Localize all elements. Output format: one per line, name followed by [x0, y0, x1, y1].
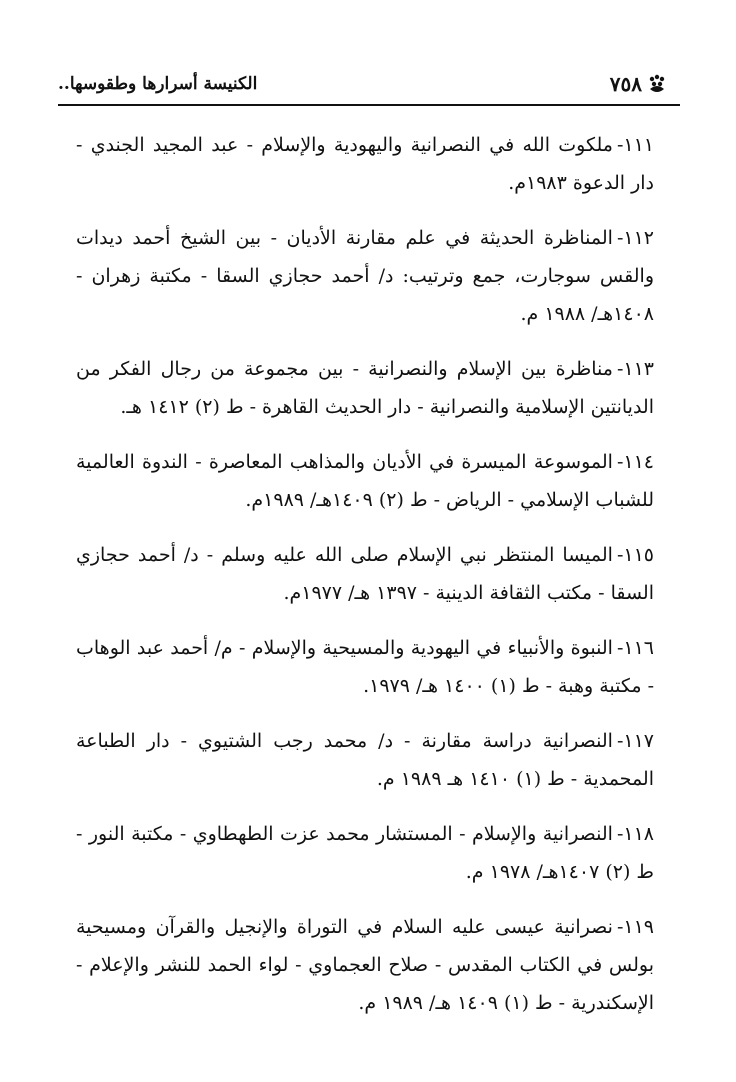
- list-item: [76, 219, 654, 333]
- page-header: [58, 72, 668, 102]
- entry-number: ١١١-: [616, 134, 654, 156]
- entry-number: ١١٦-: [616, 637, 654, 659]
- entry-number: ١١٣-: [616, 358, 654, 380]
- entry-text: نصرانية عيسى عليه السلام في التوراة والإنجيل والقرآن ومسيحية بولس في الكتاب المقدس - صلاح العجماوي - لواء الحمد للنشر والإعلام - الإسكندرية - ط (١) ١٤٠٩ هـ/ ١٩٨٩ م.: [76, 916, 654, 1014]
- entry-number: ١١٤-: [616, 451, 654, 473]
- list-item: [76, 722, 654, 798]
- ornament-icon: [646, 73, 668, 95]
- list-item: [76, 126, 654, 202]
- list-item: [76, 443, 654, 519]
- page-number: ٧٥٨: [609, 72, 642, 96]
- entry-number: ١١٢-: [616, 227, 654, 249]
- list-item: [76, 815, 654, 891]
- header-divider: [58, 104, 680, 106]
- entry-number: ١١٧-: [616, 730, 654, 752]
- page-number-block: [610, 72, 668, 96]
- entry-number: ١١٨-: [616, 823, 654, 845]
- list-item: [76, 350, 654, 426]
- list-item: [76, 629, 654, 705]
- entry-number: ١١٥-: [616, 544, 654, 566]
- running-title: الكنيسة أسرارها وطقوسها..: [58, 74, 258, 94]
- entry-text: مناظرة بين الإسلام والنصرانية - بين مجموعة من رجال الفكر من الديانتين الإسلامية والنصرانية - دار الحديث القاهرة - ط (٢) ١٤١٢ هـ.: [76, 358, 654, 418]
- entry-text: المناظرة الحديثة في علم مقارنة الأديان - بين الشيخ أحمد ديدات والقس سوجارت، جمع وترتيب: د/ أحمد حجازي السقا - مكتبة زهران - ١٤٠٨هـ/ ١٩٨٨ م.: [76, 227, 654, 325]
- entry-text: الميسا المنتظر نبي الإسلام صلى الله عليه وسلم - د/ أحمد حجازي السقا - مكتب الثقافة الدينية - ١٣٩٧ هـ/ ١٩٧٧م.: [76, 544, 654, 604]
- bibliography-list: [76, 126, 654, 1039]
- entry-number: ١١٩-: [616, 916, 654, 938]
- list-item: [76, 908, 654, 1022]
- entry-text: النصرانية دراسة مقارنة - د/ محمد رجب الشتيوي - دار الطباعة المحمدية - ط (١) ١٤١٠ هـ ١٩٨٩ م.: [76, 730, 654, 790]
- list-item: [76, 536, 654, 612]
- entry-text: الموسوعة الميسرة في الأديان والمذاهب المعاصرة - الندوة العالمية للشباب الإسلامي - الرياض - ط (٢) ١٤٠٩هـ/ ١٩٨٩م.: [76, 451, 654, 511]
- entry-text: النبوة والأنبياء في اليهودية والمسيحية والإسلام - م/ أحمد عبد الوهاب - مكتبة وهبة - ط (١) ١٤٠٠ هـ/ ١٩٧٩.: [76, 637, 654, 697]
- entry-text: ملكوت الله في النصرانية واليهودية والإسلام - عبد المجيد الجندي - دار الدعوة ١٩٨٣م.: [76, 134, 654, 194]
- entry-text: النصرانية والإسلام - المستشار محمد عزت الطهطاوي - مكتبة النور - ط (٢) ١٤٠٧هـ/ ١٩٧٨ م.: [76, 823, 654, 883]
